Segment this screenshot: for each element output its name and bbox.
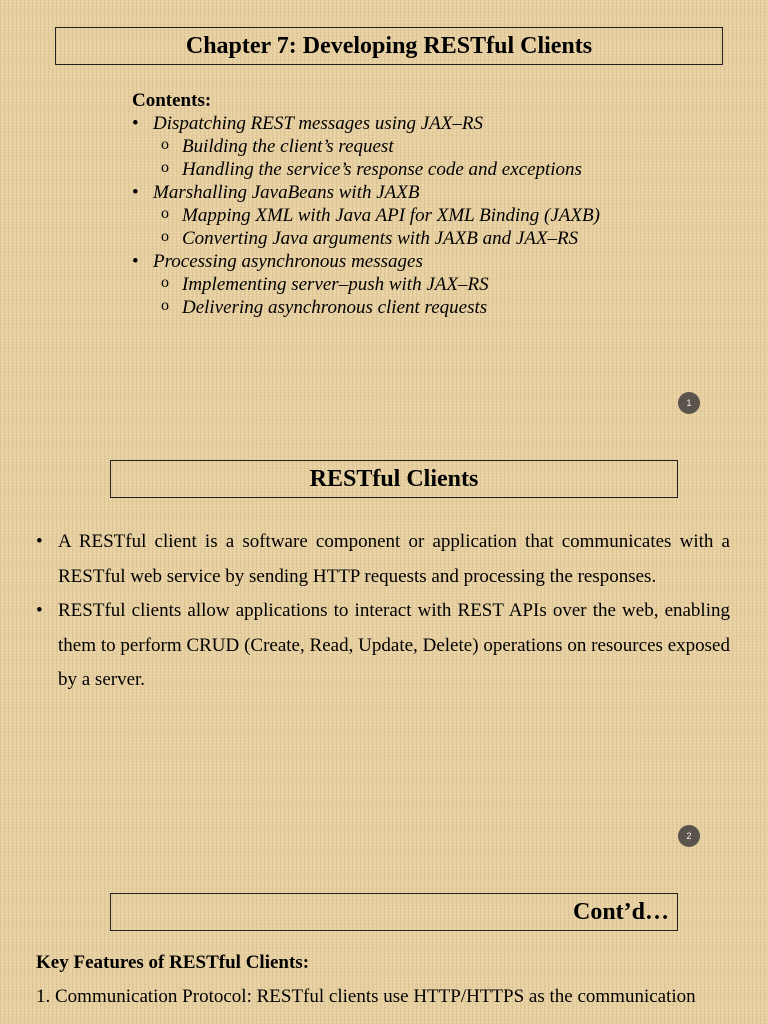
contents-label: Contents:	[132, 90, 212, 111]
contents-subitem	[132, 227, 732, 250]
body-paragraph-text: A RESTful client is a software component or application that communicates with a RESTful web service by sending HTTP requests and processing the responses.	[58, 531, 730, 587]
feature-list-item	[36, 980, 730, 1014]
restful-clients-body	[36, 525, 730, 698]
contents-subitem	[132, 204, 732, 227]
contd-title: Cont’d…	[572, 898, 669, 925]
contents-subitem-text: Delivering asynchronous client requests	[182, 297, 488, 318]
contents-subitem-text: Implementing server–push with JAX–RS	[182, 274, 489, 295]
page-number-badge: 1	[678, 392, 700, 414]
contents-item	[132, 181, 732, 204]
contents-item-text: Processing asynchronous messages	[153, 251, 423, 272]
body-paragraph-text: RESTful clients allow applications to interact with REST APIs over the web, enabling them to perform CRUD (Create, Read, Update, Delete) operations on resources exposed by a server.	[58, 600, 730, 690]
section-title-box	[110, 460, 678, 498]
chapter-title-box	[55, 27, 723, 65]
circle-bullet-icon: o	[161, 274, 169, 291]
feature-text: Communication Protocol: RESTful clients use HTTP/HTTPS as the communication	[55, 986, 696, 1007]
bullet-icon: •	[132, 113, 139, 134]
contents-subitem-text: Converting Java arguments with JAXB and JAX–RS	[182, 228, 579, 249]
section-title: RESTful Clients	[309, 465, 479, 492]
contents-subitem	[132, 296, 732, 319]
contents-subitem	[132, 158, 732, 181]
circle-bullet-icon: o	[161, 228, 169, 245]
page-number-badge: 2	[678, 825, 700, 847]
contents-subitem	[132, 135, 732, 158]
feature-number: 1.	[36, 986, 51, 1007]
key-features-block	[36, 946, 730, 1014]
contd-title-box	[110, 893, 678, 931]
contents-subitem	[132, 273, 732, 296]
contents-list	[132, 112, 732, 319]
circle-bullet-icon: o	[161, 159, 169, 176]
body-paragraph	[36, 525, 730, 594]
bullet-icon: •	[132, 251, 139, 272]
contents-item	[132, 250, 732, 273]
key-features-heading: Key Features of RESTful Clients:	[36, 952, 310, 973]
contents-item-text: Dispatching REST messages using JAX–RS	[153, 113, 484, 134]
circle-bullet-icon: o	[161, 136, 169, 153]
bullet-icon: •	[36, 531, 43, 552]
bullet-icon: •	[36, 600, 43, 621]
bullet-icon: •	[132, 182, 139, 203]
contents-subitem-text: Mapping XML with Java API for XML Binding (JAXB)	[182, 205, 600, 226]
contents-subitem-text: Building the client’s request	[182, 136, 394, 157]
chapter-title: Chapter 7: Developing RESTful Clients	[185, 32, 593, 59]
contents-block	[132, 89, 732, 319]
body-paragraph	[36, 594, 730, 698]
circle-bullet-icon: o	[161, 297, 169, 314]
contents-subitem-text: Handling the service’s response code and exceptions	[182, 159, 582, 180]
contents-item	[132, 112, 732, 135]
contents-item-text: Marshalling JavaBeans with JAXB	[153, 182, 420, 203]
circle-bullet-icon: o	[161, 205, 169, 222]
